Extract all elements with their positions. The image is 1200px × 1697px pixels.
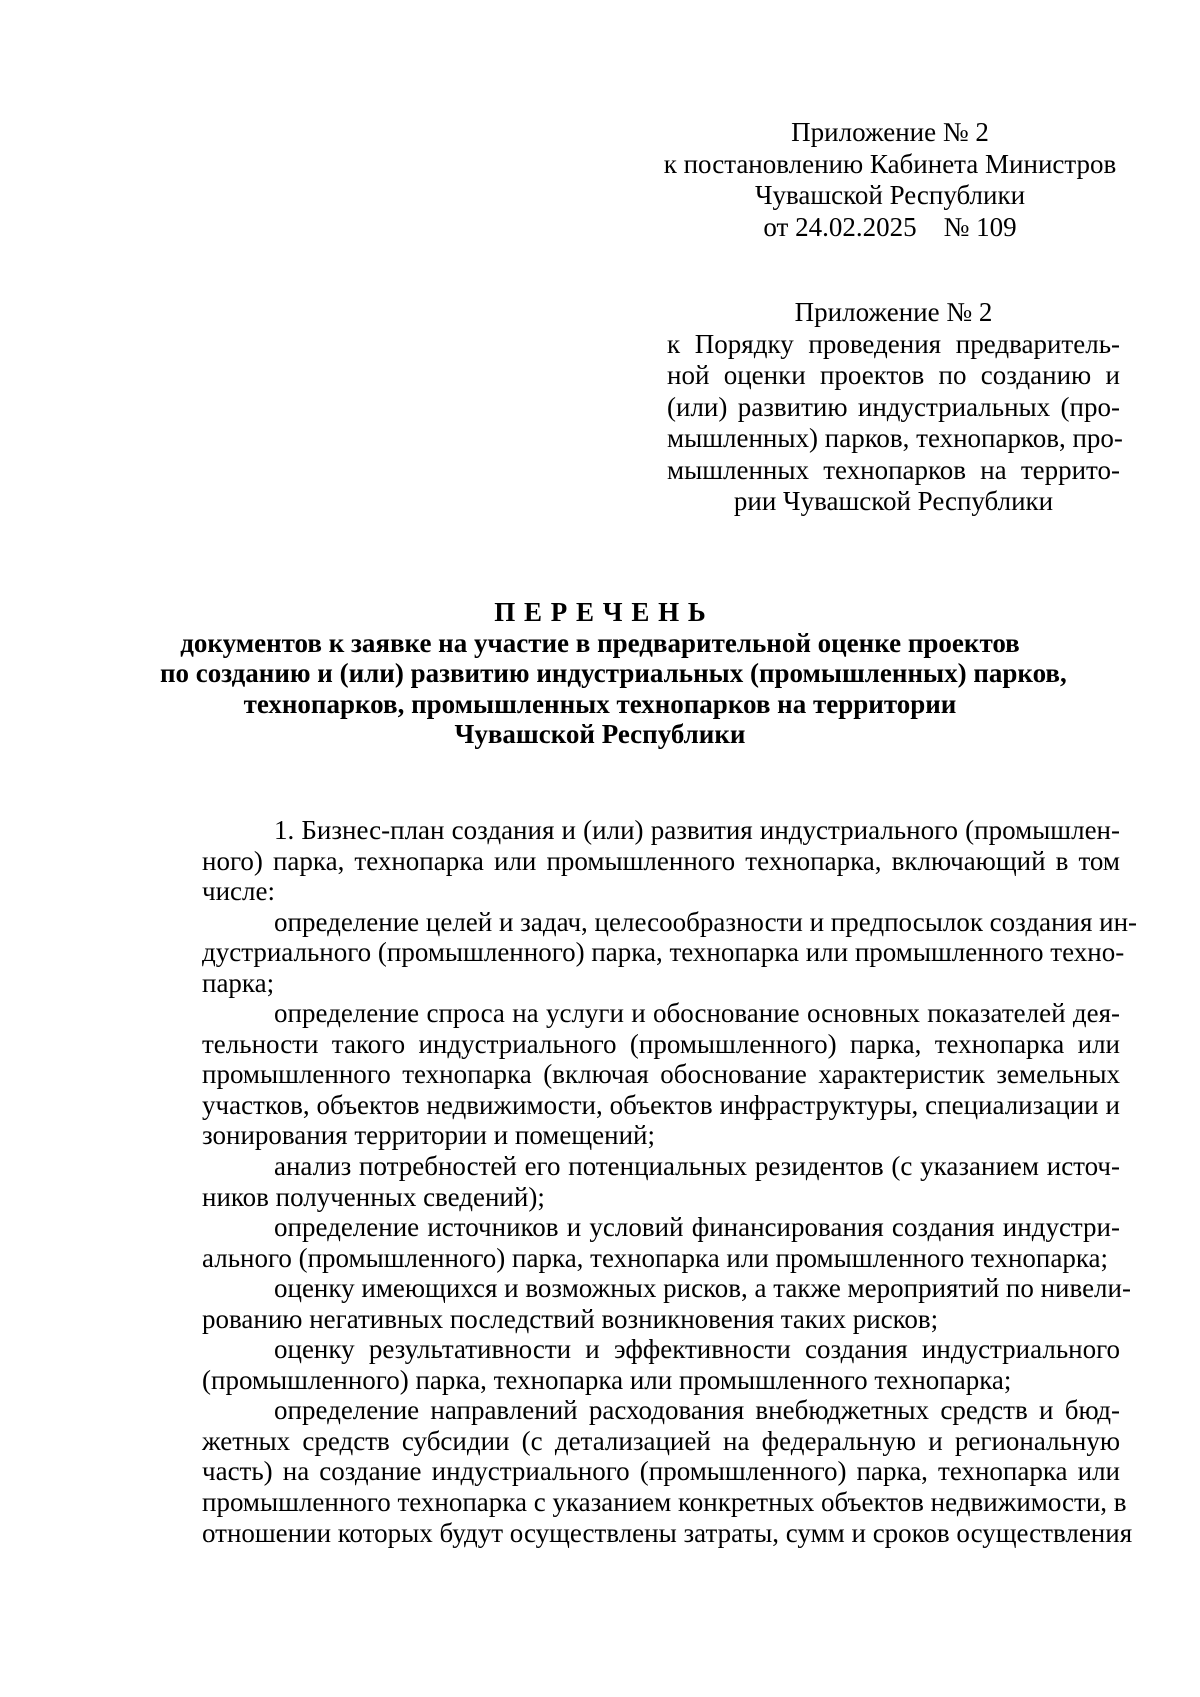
title-line: Чувашской Республики: [454, 719, 746, 749]
title-line: по созданию и (или) развитию индустриальных (промышленных) парков,: [160, 658, 1067, 688]
body-line: ников полученных сведений);: [202, 1181, 545, 1212]
appendix-order-line: рии Чувашской Республики: [733, 486, 1054, 516]
appendix-order-number: Приложение № 2: [794, 297, 993, 327]
title-heading: П Е Р Е Ч Е Н Ь: [494, 597, 706, 627]
body-line: дустриального (промышленного) парка, технопарка или промышленного техно-: [202, 937, 1125, 968]
body-line: определение спроса на услуги и обоснование основных показателей дея-: [274, 998, 1120, 1029]
body-line: жетных средств субсидии (с детализацией на федеральную и региональную: [202, 1425, 1120, 1456]
body-line: анализ потребностей его потенциальных резидентов (с указанием источ-: [274, 1151, 1120, 1182]
appendix-number: Приложение № 2: [791, 117, 989, 147]
body-line: определение направлений расходования внебюджетных средств и бюд-: [274, 1395, 1120, 1426]
appendix-date-number: от 24.02.2025 № 109: [763, 211, 1017, 242]
body-line: оценку результативности и эффективности создания индустриального: [274, 1334, 1120, 1365]
appendix-resolution-ref: к постановлению Кабинета Министров: [663, 148, 1117, 179]
body-line: 1. Бизнес-план создания и (или) развития индустриального (промышлен-: [274, 815, 1120, 845]
appendix-order-line: ной оценки проектов по созданию и: [667, 360, 1120, 390]
document-body: [202, 815, 1138, 1548]
body-line: тельности такого индустриального (промышленного) парка, технопарка или: [202, 1028, 1120, 1059]
title-line: документов к заявке на участие в предварительной оценке проектов: [180, 627, 1020, 658]
title-line: технопарков, промышленных технопарков на территории: [243, 688, 957, 719]
body-line: участков, объектов недвижимости, объектов инфраструктуры, специализации и: [202, 1089, 1120, 1120]
body-line: оценку имеющихся и возможных рисков, а также мероприятий по нивели-: [274, 1273, 1131, 1304]
body-line: промышленного технопарка (включая обоснование характеристик земельных: [202, 1059, 1120, 1090]
body-line: рованию негативных последствий возникновения таких рисков;: [202, 1303, 939, 1334]
body-line: ального (промышленного) парка, технопарка или промышленного технопарка;: [202, 1242, 1109, 1273]
appendix-order-line: мышленных технопарков на террито-: [667, 454, 1120, 485]
body-line: ного) парка, технопарка или промышленного технопарка, включающий в том: [202, 845, 1120, 876]
appendix-order-line: (или) развитию индустриальных (про-: [667, 391, 1120, 422]
body-line: отношении которых будут осуществлены затраты, сумм и сроков осуществления: [202, 1517, 1133, 1548]
body-line: числе:: [202, 876, 275, 907]
body-line: определение целей и задач, целесообразности и предпосылок создания ин-: [274, 906, 1138, 937]
appendix-republic: Чувашской Республики: [754, 180, 1026, 210]
body-line: (промышленного) парка, технопарка или промышленного технопарка;: [202, 1364, 1012, 1395]
body-line: зонирования территории и помещений;: [202, 1120, 656, 1151]
appendix-order-line: мышленных) парков, технопарков, про-: [667, 423, 1123, 453]
document-title: [160, 597, 1067, 750]
body-line: часть) на создание индустриального (промышленного) парка, технопарка или: [202, 1456, 1120, 1487]
appendix-order-line: к Порядку проведения предваритель-: [667, 328, 1120, 359]
body-line: парка;: [202, 967, 275, 998]
body-line: определение источников и условий финансирования создания индустри-: [274, 1212, 1120, 1243]
appendix-resolution-header: [660, 117, 1120, 243]
appendix-order-header: [667, 297, 1123, 518]
body-line: промышленного технопарка с указанием конкретных объектов недвижимости, в: [202, 1487, 1127, 1518]
